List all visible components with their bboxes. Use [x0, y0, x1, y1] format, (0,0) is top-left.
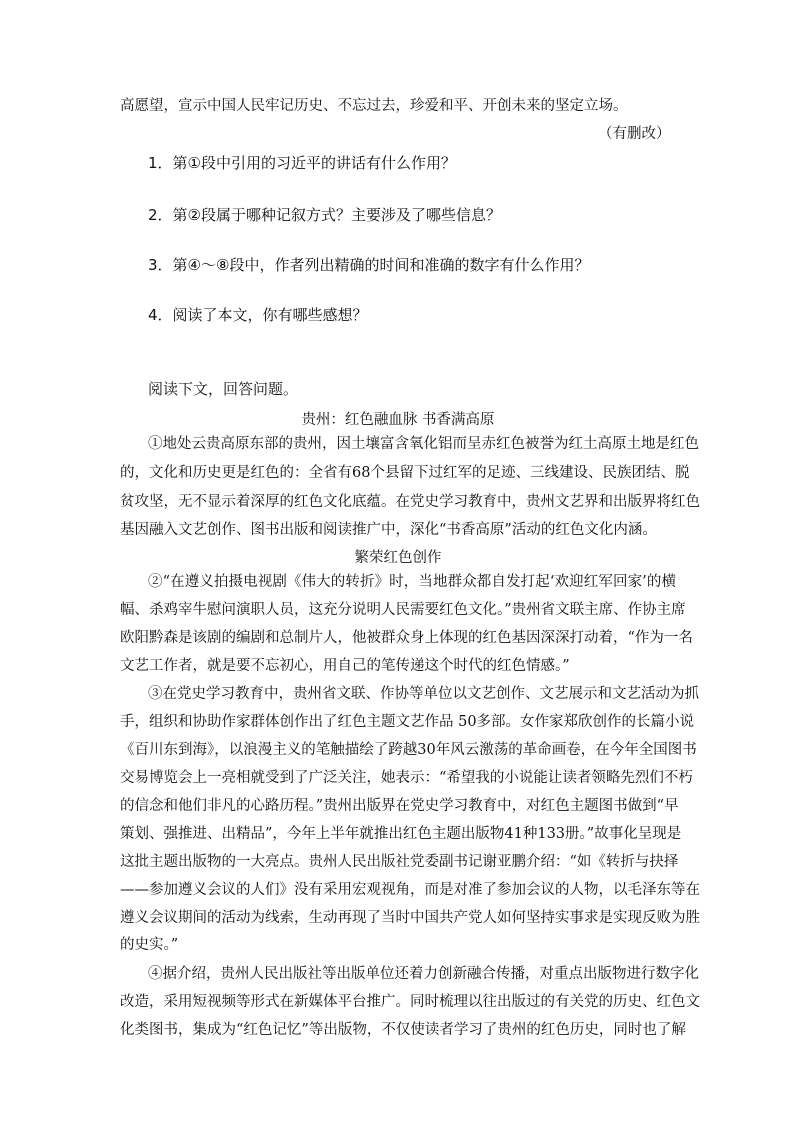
para4-line-3: 化类图书，集成为“红色记忆”等出版物，不仅使读者学习了贵州的红色历史，同时也了解 [120, 1022, 686, 1038]
para1-line-3: 贫攻坚，无不显示着深厚的红色文化底蕴。在党史学习教育中，贵州文艺界和出版界将红色 [120, 494, 700, 510]
para2-line-1: ②“在遵义拍摄电视剧《伟大的转折》时，当地群众都自发打起‘欢迎红军回家’的横 [148, 574, 676, 590]
question-3: 3．第④～⑧段中，作者列出精确的时间和准确的数字有什么作用？ [148, 256, 590, 274]
para3-line-8: ——参加遵义会议的人们》没有采用宏观视角，而是对准了参加会议的人物，以毛泽东等在 [120, 882, 700, 898]
para3-line-10: 的史实。” [120, 937, 179, 953]
para2-line-2: 幅、杀鸡宰牛慰问演职人员，这充分说明人民需要红色文化。”贵州省文联主席、作协主席 [120, 602, 686, 618]
para2-line-4: 文艺工作者，就是要不忘初心，用自己的笔传递这个时代的红色情感。” [120, 658, 570, 674]
article-subtitle: 繁荣红色创作 [354, 550, 442, 566]
question-4: 4．阅读了本文，你有哪些感想？ [148, 306, 368, 324]
para3-line-6: 策划、强推进、出精品”，今年上半年就推出红色主题出版物41种133册。”故事化呈现是 [120, 826, 682, 842]
para3-line-1: ③在党史学习教育中，贵州省文联、作协等单位以文艺创作、文艺展示和文艺活动为抓 [148, 686, 699, 702]
para3-line-4: 交易博览会上一亮相就受到了广泛关注，她表示：“希望我的小说能让读者领略先烈们不朽 [120, 770, 693, 786]
para4-line-2: 改造，采用短视频等形式在新媒体平台推广。同时梳理以往出版过的有关党的历史、红色文 [120, 994, 700, 1010]
para3-line-3: 《百川东到海》，以浪漫主义的笔触描绘了跨越30年风云激荡的革命画卷，在今年全国图书 [120, 742, 697, 758]
article-title: 贵州：红色融血脉 书香满高原 [301, 412, 495, 428]
para1-line-2: 的，文化和历史更是红色的：全省有68个县留下过红军的足迹、三线建设、民族团结、脱 [120, 465, 690, 481]
source-note: （有删改） [598, 126, 671, 142]
para1-line-4: 基因融入文艺创作、图书出版和阅读推广中，深化“书香高原”活动的红色文化内涵。 [120, 522, 657, 538]
reading-instruction: 阅读下文，回答问题。 [148, 380, 299, 398]
para3-line-2: 手，组织和协助作家群体创作出了红色主题文艺作品 50多部。女作家郑欣创作的长篇小说 [120, 714, 695, 730]
para2-line-3: 欧阳黔森是该剧的编剧和总制片人，他被群众身上体现的红色基因深深打动着，“作为一名 [120, 630, 693, 646]
para1-line-1: ①地处云贵高原东部的贵州，因土壤富含氧化铝而呈赤红色被誉为红土高原土地是红色 [148, 436, 699, 452]
question-1: 1．第①段中引用的习近平的讲话有什么作用？ [148, 154, 456, 172]
para3-line-5: 的信念和他们非凡的心路历程。”贵州出版界在党史学习教育中，对红色主题图书做到“早 [120, 798, 679, 814]
para3-line-9: 遵义会议期间的活动为线索，生动再现了当时中国共产党人如何坚持实事求是实现反败为胜 [120, 910, 700, 926]
para3-line-7: 这批主题出版物的一大亮点。贵州人民出版社党委副书记谢亚鹏介绍：“如《转折与抉择 [120, 854, 679, 870]
intro-line: 高愿望，宣示中国人民牢记历史、不忘过去，珍爱和平、开创未来的坚定立场。 [120, 98, 628, 114]
question-2: 2．第②段属于哪种记叙方式？主要涉及了哪些信息？ [148, 206, 501, 224]
para4-line-1: ④据介绍，贵州人民出版社等出版单位还着力创新融合传播，对重点出版物进行数字化 [148, 966, 699, 982]
